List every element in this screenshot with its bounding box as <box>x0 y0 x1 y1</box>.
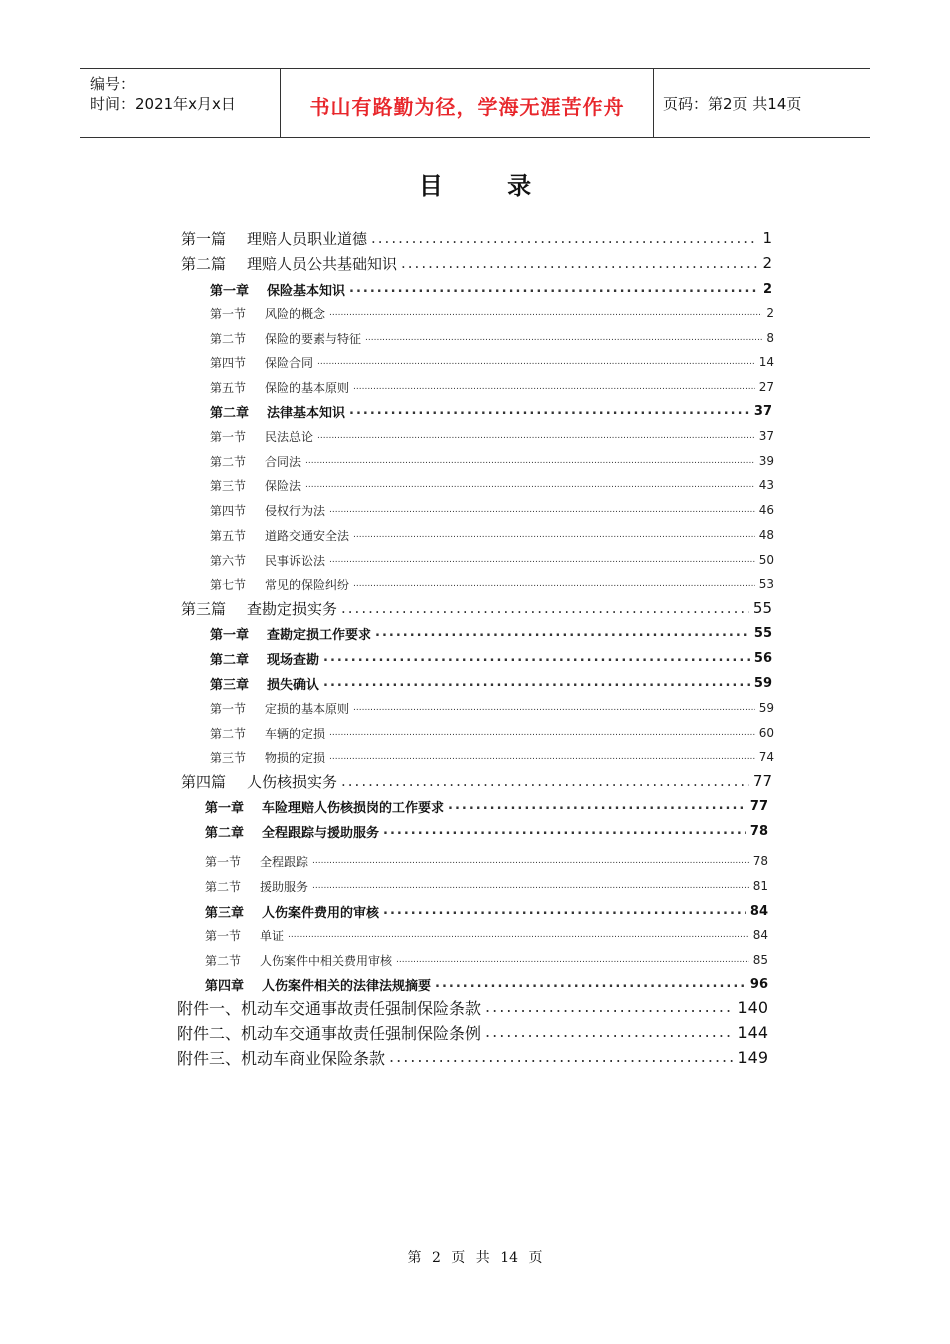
toc-dot-leader <box>288 926 749 944</box>
toc-entry[interactable] <box>205 795 768 817</box>
toc-dot-leader <box>448 797 746 815</box>
toc-entry-title: 人伤核损实务 <box>247 772 338 791</box>
header-motto: 书山有路勤为径，学海无涯苦作舟 <box>309 95 625 119</box>
toc-entry-title: 风险的概念 <box>265 306 326 321</box>
toc-entry-number: 第五节 <box>210 528 247 543</box>
toc-entry-title: 民事诉讼法 <box>265 553 326 568</box>
toc-entry[interactable] <box>205 850 768 872</box>
toc-entry-title: 人伤案件费用的审核 <box>262 905 380 921</box>
toc-entry[interactable] <box>210 278 772 300</box>
toc-entry[interactable] <box>210 376 774 398</box>
document-number-label: 编号： <box>90 75 136 93</box>
toc-entry-title: 人伤案件相关的法律法规摘要 <box>262 978 432 994</box>
toc-entry-number: 第二篇 <box>181 254 227 273</box>
toc-dot-leader <box>353 378 755 396</box>
toc-dot-leader <box>312 877 749 895</box>
toc-entry-page: 1 <box>762 229 772 247</box>
toc-entry-page: 2 <box>762 254 772 272</box>
toc-entry-title: 合同法 <box>265 454 302 469</box>
toc-entry-title: 援助服务 <box>260 879 309 894</box>
toc-dot-leader <box>375 624 750 642</box>
toc-entry[interactable] <box>205 949 768 971</box>
toc-entry-number: 第三章 <box>210 677 250 693</box>
toc-entry-number: 第二章 <box>210 652 250 668</box>
toc-dot-leader <box>323 674 750 692</box>
toc-entry-title: 保险合同 <box>265 355 314 370</box>
header-motto-cell <box>280 69 654 137</box>
toc-entry[interactable] <box>181 770 772 792</box>
toc-entry-title: 民法总论 <box>265 429 314 444</box>
toc-entry-title: 理赔人员公共基础知识 <box>247 254 398 273</box>
toc-entry-page: 78 <box>752 854 768 868</box>
page-header <box>80 68 870 138</box>
toc-dot-leader <box>353 575 755 593</box>
toc-entry-page: 85 <box>752 953 768 967</box>
toc-entry-page: 78 <box>749 823 768 839</box>
toc-entry-number: 第一节 <box>210 701 247 716</box>
toc-entry-number: 第一章 <box>210 283 250 299</box>
toc-entry-title: 单证 <box>260 928 285 943</box>
toc-entry-title: 道路交通安全法 <box>265 528 350 543</box>
toc-entry-number: 第一章 <box>205 800 245 816</box>
toc-dot-leader <box>305 452 755 470</box>
toc-entry[interactable] <box>210 549 774 571</box>
toc-entry-number: 第四篇 <box>181 772 227 791</box>
toc-entry[interactable] <box>181 597 772 619</box>
toc-entry-title: 附件一、机动车交通事故责任强制保险条款 <box>177 998 482 1018</box>
toc-entry-title: 查勘定损工作要求 <box>267 627 372 643</box>
toc-entry-title: 损失确认 <box>267 677 320 693</box>
toc-dot-leader <box>485 1023 733 1041</box>
toc-entry-page: 77 <box>752 772 772 790</box>
toc-entry-title: 全程跟踪与援助服务 <box>262 825 380 841</box>
toc-entry-title: 车险理赔人伤核损岗的工作要求 <box>262 800 445 816</box>
toc-entry-page: 53 <box>758 577 774 591</box>
toc-dot-leader <box>305 476 755 494</box>
toc-entry-title: 保险基本知识 <box>267 283 346 299</box>
toc-entry-page: 56 <box>753 650 772 666</box>
toc-dot-leader <box>317 427 755 445</box>
toc-entry-page: 2 <box>762 281 772 297</box>
toc-entry[interactable] <box>210 672 772 694</box>
toc-entry-page: 8 <box>766 331 774 345</box>
toc-entry-title: 常见的保险纠纷 <box>265 577 350 592</box>
toc-entry[interactable] <box>205 900 768 922</box>
toc-dot-leader <box>371 229 758 247</box>
toc-entry[interactable] <box>181 252 772 274</box>
toc-entry-page: 59 <box>753 675 772 691</box>
toc-dot-leader <box>317 353 755 371</box>
toc-entry-page: 84 <box>749 903 768 919</box>
page-footer: 第 2 页 共 14 页 <box>407 1250 543 1266</box>
toc-entry[interactable] <box>205 820 768 842</box>
toc-entry-title: 保险的要素与特征 <box>265 331 362 346</box>
toc-entry-number: 第一节 <box>210 429 247 444</box>
toc-entry-title: 保险的基本原则 <box>265 380 350 395</box>
toc-entry[interactable] <box>210 524 774 546</box>
toc-entry-title: 定损的基本原则 <box>265 701 350 716</box>
toc-entry[interactable] <box>210 746 774 768</box>
toc-entry-title: 车辆的定损 <box>265 726 326 741</box>
toc-entry-page: 14 <box>758 355 774 369</box>
toc-entry-number: 第二节 <box>205 953 242 968</box>
toc-dot-leader <box>349 402 750 420</box>
toc-entry-page: 2 <box>766 306 774 320</box>
page-title: 目 录 <box>418 172 560 200</box>
toc-entry-number: 第一章 <box>210 627 250 643</box>
toc-entry-page: 39 <box>758 454 774 468</box>
toc-entry-page: 50 <box>758 553 774 567</box>
toc-dot-leader <box>396 951 749 969</box>
toc-entry-number: 第二节 <box>210 454 247 469</box>
toc-entry-number: 第三节 <box>210 750 247 765</box>
toc-entry-number: 第一节 <box>210 306 247 321</box>
toc-entry-page: 81 <box>752 879 768 893</box>
toc-entry-title: 全程跟踪 <box>260 854 309 869</box>
toc-entry-number: 第三章 <box>205 905 245 921</box>
toc-entry-number: 第四章 <box>205 978 245 994</box>
toc-entry-number: 第四节 <box>210 355 247 370</box>
toc-entry-page: 37 <box>753 403 772 419</box>
toc-dot-leader <box>485 998 733 1016</box>
toc-dot-leader <box>383 902 746 920</box>
toc-dot-leader <box>329 551 755 569</box>
toc-entry-number: 第七节 <box>210 577 247 592</box>
toc-dot-leader <box>312 852 749 870</box>
toc-entry[interactable] <box>210 499 774 521</box>
toc-entry[interactable] <box>210 425 774 447</box>
toc-entry-title: 现场查勘 <box>267 652 320 668</box>
toc-entry-title: 附件三、机动车商业保险条款 <box>177 1048 386 1068</box>
toc-dot-leader <box>353 526 755 544</box>
toc-entry-number: 第五节 <box>210 380 247 395</box>
toc-entry[interactable] <box>177 1046 768 1068</box>
toc-entry-number: 第一篇 <box>181 229 227 248</box>
toc-entry[interactable] <box>210 302 774 324</box>
toc-entry[interactable] <box>210 327 774 349</box>
toc-entry-title: 法律基本知识 <box>267 405 346 421</box>
toc-dot-leader <box>383 822 746 840</box>
toc-entry-number: 第二节 <box>205 879 242 894</box>
toc-dot-leader <box>341 599 749 617</box>
header-meta <box>80 69 280 137</box>
toc-dot-leader <box>323 649 750 667</box>
header-page-info: 页码：第2页 共14页 <box>663 95 802 113</box>
header-page-cell <box>653 69 870 137</box>
toc-entry[interactable] <box>205 973 768 995</box>
toc-entry-page: 60 <box>758 726 774 740</box>
toc-dot-leader <box>349 280 759 298</box>
toc-entry-number: 第二节 <box>210 726 247 741</box>
toc-entry[interactable] <box>210 697 774 719</box>
toc-entry-page: 27 <box>758 380 774 394</box>
toc-entry-number: 第一节 <box>205 928 242 943</box>
toc-dot-leader <box>401 254 758 272</box>
toc-entry-page: 59 <box>758 701 774 715</box>
toc-dot-leader <box>329 724 755 742</box>
toc-dot-leader <box>329 304 762 322</box>
toc-entry-number: 第三节 <box>210 478 247 493</box>
toc-entry-number: 第一节 <box>205 854 242 869</box>
toc-entry-title: 侵权行为法 <box>265 503 326 518</box>
toc-entry[interactable] <box>210 450 774 472</box>
toc-entry-page: 37 <box>758 429 774 443</box>
toc-entry-page: 43 <box>758 478 774 492</box>
toc-dot-leader <box>329 501 755 519</box>
toc-entry-number: 第六节 <box>210 553 247 568</box>
toc-entry-page: 96 <box>749 976 768 992</box>
toc-entry[interactable] <box>205 924 768 946</box>
toc-entry[interactable] <box>177 996 768 1018</box>
toc-entry[interactable] <box>210 573 774 595</box>
toc-dot-leader <box>389 1048 733 1066</box>
toc-entry-page: 84 <box>752 928 768 942</box>
toc-entry[interactable] <box>210 400 772 422</box>
toc-entry[interactable] <box>210 647 772 669</box>
toc-entry-number: 第二章 <box>205 825 245 841</box>
toc-entry-number: 第三篇 <box>181 599 227 618</box>
toc-entry-page: 46 <box>758 503 774 517</box>
toc-entry[interactable] <box>181 227 772 249</box>
toc-entry-page: 149 <box>737 1047 768 1067</box>
toc-dot-leader <box>435 975 746 993</box>
toc-entry[interactable] <box>210 722 774 744</box>
toc-entry[interactable] <box>210 622 772 644</box>
toc-entry[interactable] <box>205 875 768 897</box>
toc-entry-title: 人伤案件中相关费用审核 <box>260 953 393 968</box>
toc-entry-number: 第四节 <box>210 503 247 518</box>
toc-entry-title: 保险法 <box>265 478 302 493</box>
toc-dot-leader <box>365 329 762 347</box>
toc-dot-leader <box>341 772 749 790</box>
toc-entry-page: 77 <box>749 798 768 814</box>
toc-entry-title: 物损的定损 <box>265 750 326 765</box>
toc-entry-page: 55 <box>752 599 772 617</box>
document-date: 时间：2021年x月x日 <box>90 95 236 113</box>
toc-entry[interactable] <box>210 474 774 496</box>
toc-dot-leader <box>353 699 755 717</box>
toc-entry-title: 理赔人员职业道德 <box>247 229 368 248</box>
toc-entry-page: 48 <box>758 528 774 542</box>
toc-entry[interactable] <box>177 1021 768 1043</box>
toc-entry-title: 查勘定损实务 <box>247 599 338 618</box>
toc-entry-page: 55 <box>753 625 772 641</box>
toc-entry-number: 第二章 <box>210 405 250 421</box>
toc-entry[interactable] <box>210 351 774 373</box>
toc-dot-leader <box>329 748 755 766</box>
toc-entry-page: 144 <box>737 1022 768 1042</box>
toc-entry-number: 第二节 <box>210 331 247 346</box>
toc-entry-title: 附件二、机动车交通事故责任强制保险条例 <box>177 1023 482 1043</box>
toc-entry-page: 74 <box>758 750 774 764</box>
toc-entry-page: 140 <box>737 997 768 1017</box>
